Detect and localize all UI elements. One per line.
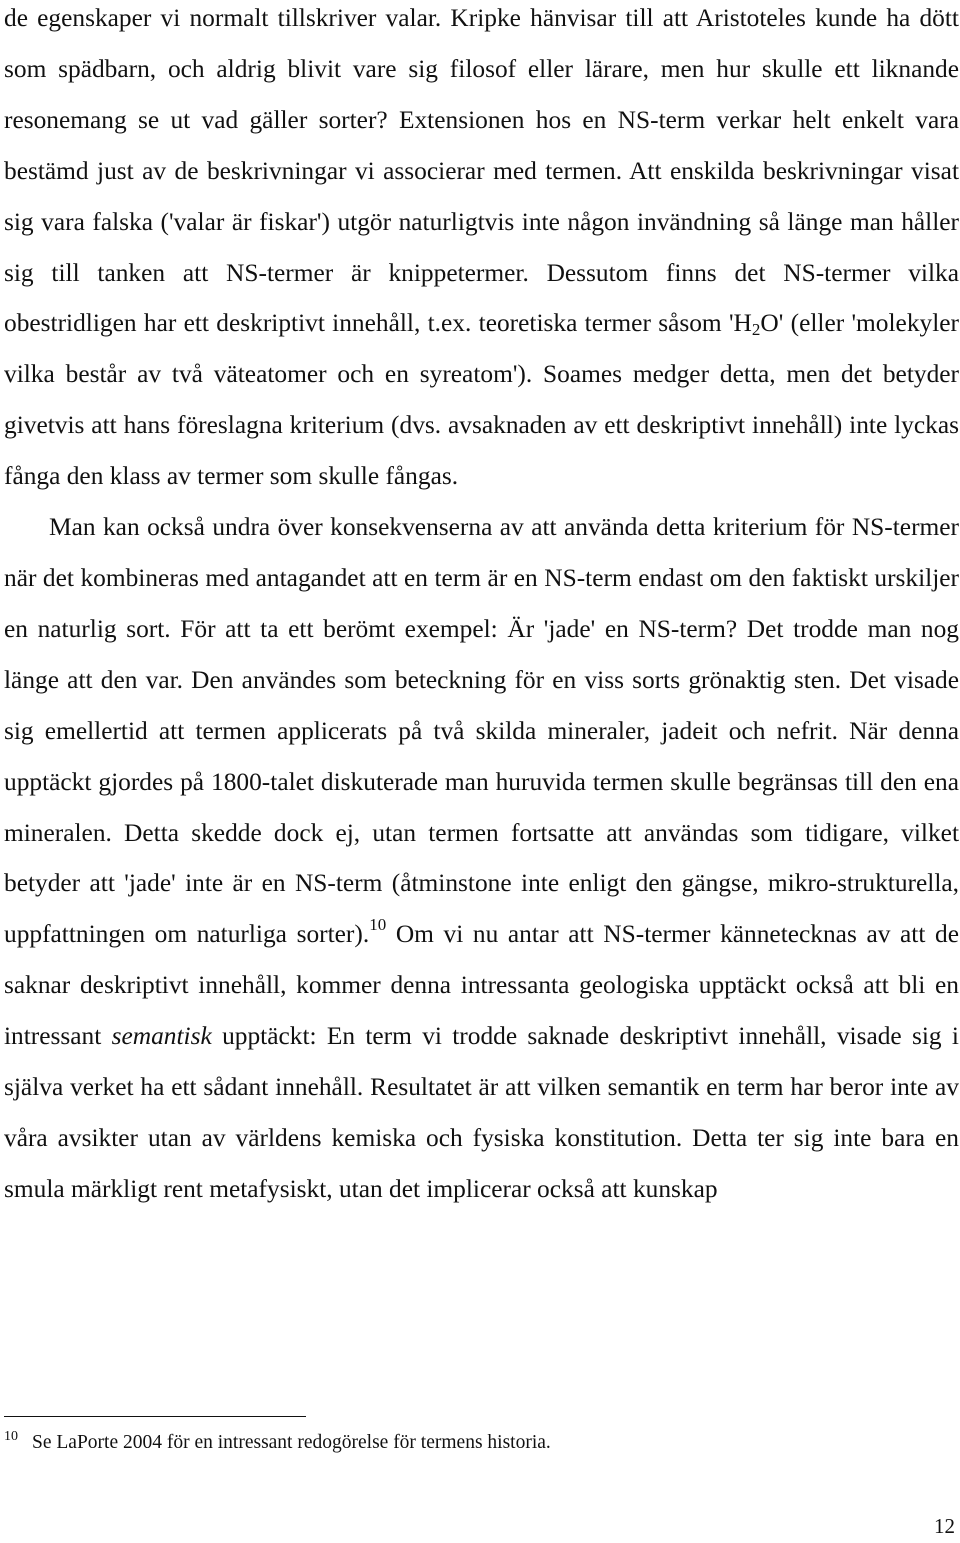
- paragraph-2: [4, 502, 959, 1215]
- document-page: [4, 0, 959, 1215]
- page-number: 12: [934, 1514, 955, 1538]
- paragraph-2-text-b: Om vi nu antar att NS-termer kännetecknas av att de saknar deskriptivt innehåll, kommer denna intressanta geologiska upptäckt också att bli en intressant: [4, 920, 960, 1051]
- paragraph-2-text-a: Man kan också undra över konsekvenserna av att använda detta kriterium för NS-termer när det kombineras med antagandet att en term är en NS-term endast om den faktiskt urskiljer en naturlig sort. För att ta ett berömt exempel: Är 'jade' en NS-term? Det trodde man nog länge att den var. Den användes som beteckning för en viss sorts grönaktig sten. Det visade sig emellertid att termen applicerats på två skilda mineraler, jadeit och nefrit. När denna upptäckt gjordes på 1800-talet diskuterade man huruvida termen skulle begränsas till den ena mineralen. Detta skedde dock ej, utan termen fortsatte att användas som tidigare, vilket betyder att 'jade' inte är en NS-term (åtminstone inte enligt den gängse, mikro-strukturella, uppfattningen om naturliga sorter).: [4, 513, 959, 949]
- chemical-subscript: 2: [751, 320, 761, 340]
- paragraph-2-text-c: upptäckt: En term vi trodde saknade deskriptivt innehåll, visade sig i själva verket ha ett sådant innehåll. Resultatet är att vilken semantik en term har beror inte av våra avsikter utan av världens kemiska och fysiska konstitution. Detta ter sig inte bara en smula märkligt rent metafysiskt, utan det implicerar också att kunskap: [4, 1022, 959, 1203]
- paragraph-1: [4, 0, 959, 502]
- footnote-reference[interactable]: 10: [369, 915, 387, 935]
- paragraph-1-text-b: O' (eller 'molekyler vilka består av två väteatomer och en syreatom'). Soames medger detta, men det betyder givetvis att hans föreslagna kriterium (dvs. avsaknaden av ett deskriptivt innehåll) inte lyckas fånga den klass av termer som skulle fångas.: [4, 309, 959, 491]
- emphasized-word: semantisk: [111, 1022, 212, 1051]
- footnote-number: 10: [4, 1429, 18, 1444]
- footnote-text: Se LaPorte 2004 för en intressant redogörelse för termens historia.: [32, 1432, 551, 1453]
- footnote: [4, 1425, 944, 1455]
- footnote-separator: [4, 1416, 306, 1417]
- paragraph-1-text-a: de egenskaper vi normalt tillskriver valar. Kripke hänvisar till att Aristoteles kunde ha dött som spädbarn, och aldrig blivit vare sig filosof eller lärare, men hur skulle ett liknande resonemang se ut vad gäller sorter? Extensionen hos en NS-term verkar helt enkelt vara bestämd just av de beskrivningar vi associerar med termen. Att enskilda beskrivningar visat sig vara falska ('valar är fiskar') utgör naturligtvis inte någon invändning så länge man håller sig till tanken att NS-termer är knippetermer. Dessutom finns det NS-termer vilka obestridligen har ett deskriptivt innehåll, t.ex. teoretiska termer såsom 'H: [4, 4, 959, 338]
